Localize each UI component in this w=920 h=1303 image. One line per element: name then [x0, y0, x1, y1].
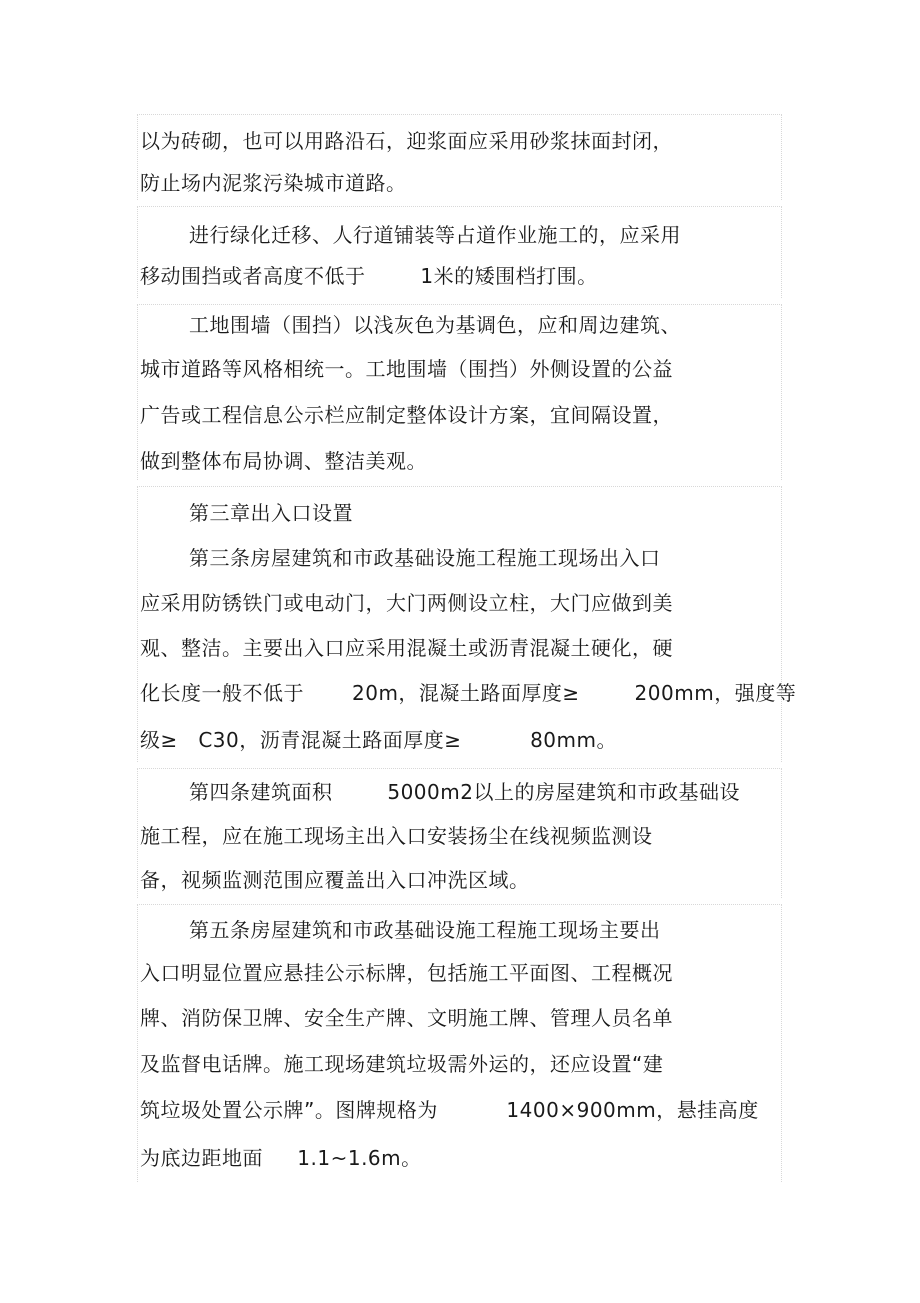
text-line: 牌、消防保卫牌、安全生产牌、文明施工牌、管理人员名单	[140, 1006, 673, 1030]
text-line: 防止场内泥浆污染城市道路。	[140, 171, 407, 195]
text-line: 级≥ C30，沥青混凝土路面厚度≥ 80mm。	[140, 728, 617, 752]
text-line: 移动围挡或者高度不低于 1米的矮围档打围。	[140, 264, 598, 288]
text-line: 观、整洁。主要出入口应采用混凝土或沥青混凝土硬化，硬	[140, 636, 673, 660]
text-line: 化长度一般不低于 20m，混凝土路面厚度≥ 200mm，强度等	[140, 681, 797, 705]
paragraph-frame	[137, 904, 782, 1182]
text-line: 城市道路等风格相统一。工地围墙（围挡）外侧设置的公益	[140, 357, 673, 381]
text-line: 及监督电话牌。施工现场建筑垃圾需外运的，还应设置“建	[140, 1052, 664, 1076]
text-line: 进行绿化迁移、人行道铺装等占道作业施工的，应采用	[189, 223, 681, 247]
text-line: 备，视频监测范围应覆盖出入口冲洗区域。	[140, 868, 530, 892]
text-line: 施工程，应在施工现场主出入口安装扬尘在线视频监测设	[140, 824, 653, 848]
text-line: 应采用防锈铁门或电动门，大门两侧设立柱，大门应做到美	[140, 591, 673, 615]
text-line: 第五条房屋建筑和市政基础设施工程施工现场主要出	[189, 918, 661, 942]
text-line: 筑垃圾处置公示牌”。图牌规格为 1400×900mm，悬挂高度	[140, 1098, 759, 1122]
text-line: 第四条建筑面积 5000m2以上的房屋建筑和市政基础设	[189, 780, 740, 804]
text-line: 入口明显位置应悬挂公示标牌，包括施工平面图、工程概况	[140, 961, 673, 985]
text-line: 工地围墙（围挡）以浅灰色为基调色，应和周边建筑、	[189, 313, 681, 337]
text-line: 做到整体布局协调、整洁美观。	[140, 449, 427, 473]
text-line: 第三条房屋建筑和市政基础设施工程施工现场出入口	[189, 546, 661, 570]
text-line: 广告或工程信息公示栏应制定整体设计方案，宜间隔设置，	[140, 403, 673, 427]
text-line: 以为砖砌，也可以用路沿石，迎浆面应采用砂浆抹面封闭，	[140, 129, 673, 153]
chapter-heading: 第三章出入口设置	[189, 501, 353, 525]
text-line: 为底边距地面 1.1~1.6m。	[140, 1146, 422, 1170]
